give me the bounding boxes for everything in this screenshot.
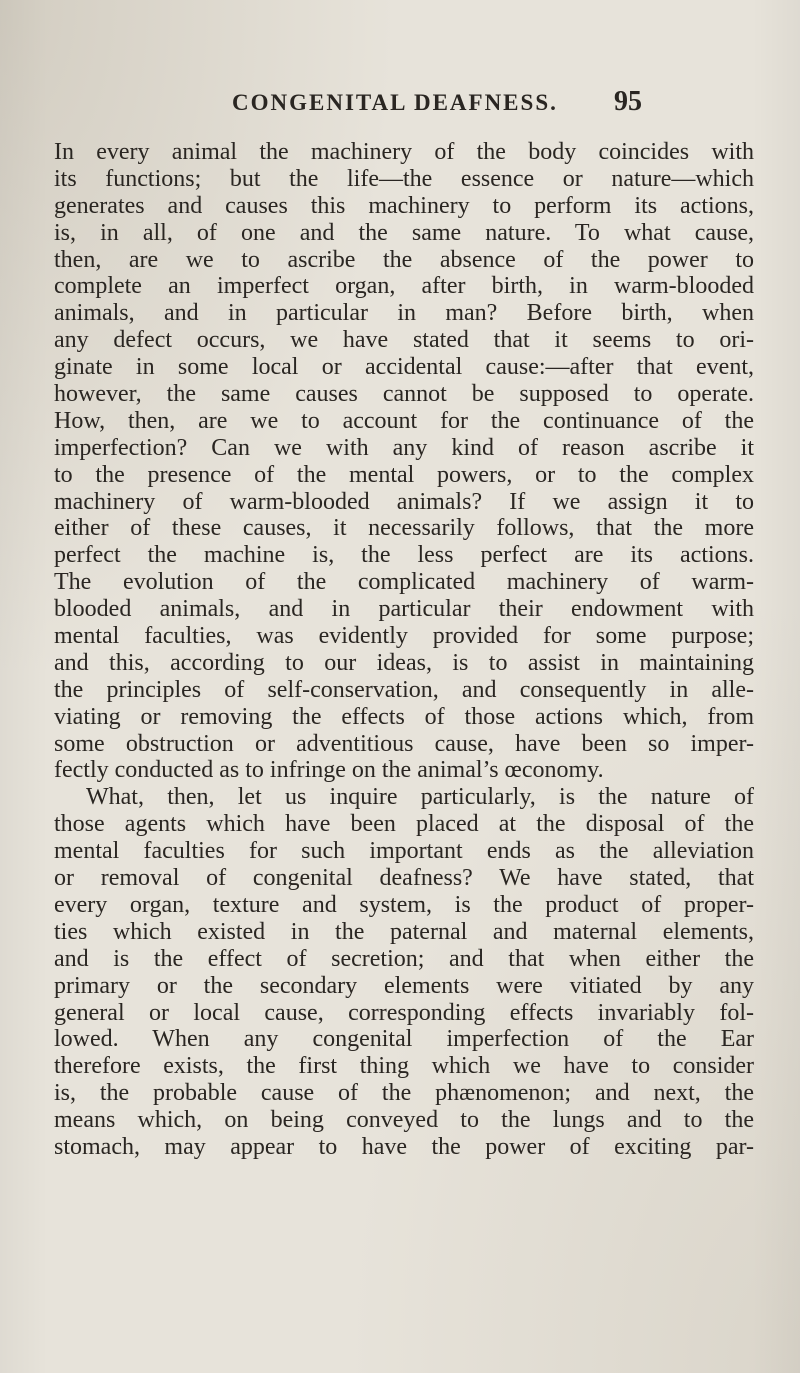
- body-text: [54, 139, 754, 1161]
- text-line: animals, and in particular in man? Before birth, when: [54, 300, 754, 327]
- text-line: mental faculties, was evidently provided for some purpose;: [54, 623, 754, 650]
- text-line: means which, on being conveyed to the lungs and to the: [54, 1107, 754, 1134]
- text-line: ties which existed in the paternal and maternal elements,: [54, 918, 754, 945]
- text-line: any defect occurs, we have stated that it seems to ori-: [54, 327, 754, 354]
- running-head: [0, 86, 800, 122]
- text-line: In every animal the machinery of the body coincides with: [54, 139, 754, 165]
- text-line: blooded animals, and in particular their endowment with: [54, 596, 754, 623]
- text-line: generates and causes this machinery to perform its actions,: [54, 192, 754, 219]
- text-line: How, then, are we to account for the continuance of the: [54, 407, 754, 434]
- text-line: every organ, texture and system, is the product of proper-: [54, 891, 754, 918]
- text-line: ginate in some local or accidental cause:—after that event,: [54, 354, 754, 381]
- text-line: some obstruction or adventitious cause, have been so imper-: [54, 730, 754, 757]
- text-line: primary or the secondary elements were vitiated by any: [54, 972, 754, 999]
- page-number: 95: [614, 86, 642, 117]
- text-line: is, the probable cause of the phænomenon; and next, the: [54, 1080, 754, 1107]
- running-title: CONGENITAL DEAFNESS.: [232, 90, 558, 115]
- text-line: lowed. When any congenital imperfection of the Ear: [54, 1026, 754, 1053]
- text-line: and is the effect of secretion; and that when either the: [54, 945, 754, 972]
- text-line: however, the same causes cannot be supposed to operate.: [54, 381, 754, 408]
- text-line: therefore exists, the first thing which we have to consider: [54, 1053, 754, 1080]
- text-line: either of these causes, it necessarily follows, that the more: [54, 515, 754, 542]
- text-line: and this, according to our ideas, is to assist in maintaining: [54, 649, 754, 676]
- text-line: What, then, let us inquire particularly, is the nature of: [86, 784, 754, 811]
- text-line: or removal of congenital deafness? We have stated, that: [54, 865, 754, 892]
- text-line: perfect the machine is, the less perfect are its actions.: [54, 542, 754, 569]
- text-line: the principles of self-conservation, and consequently in alle-: [54, 676, 754, 703]
- text-line: viating or removing the effects of those actions which, from: [54, 703, 754, 730]
- text-line: those agents which have been placed at the disposal of the: [54, 811, 754, 838]
- text-line: machinery of warm-blooded animals? If we assign it to: [54, 488, 754, 515]
- text-line: to the presence of the mental powers, or to the complex: [54, 461, 754, 488]
- text-line: then, are we to ascribe the absence of the power to: [54, 246, 754, 273]
- text-line: stomach, may appear to have the power of exciting par-: [54, 1133, 754, 1160]
- text-line: is, in all, of one and the same nature. To what cause,: [54, 219, 754, 246]
- text-line: fectly conducted as to infringe on the animal’s œconomy.: [54, 757, 604, 784]
- text-line: The evolution of the complicated machinery of warm-: [54, 569, 754, 596]
- text-line: general or local cause, corresponding effects invariably fol-: [54, 999, 754, 1026]
- text-line: mental faculties for such important ends as the alleviation: [54, 838, 754, 865]
- text-line: its functions; but the life—the essence or nature—which: [54, 165, 754, 192]
- text-line: complete an imperfect organ, after birth, in warm-blooded: [54, 273, 754, 300]
- text-line: imperfection? Can we with any kind of reason ascribe it: [54, 434, 754, 461]
